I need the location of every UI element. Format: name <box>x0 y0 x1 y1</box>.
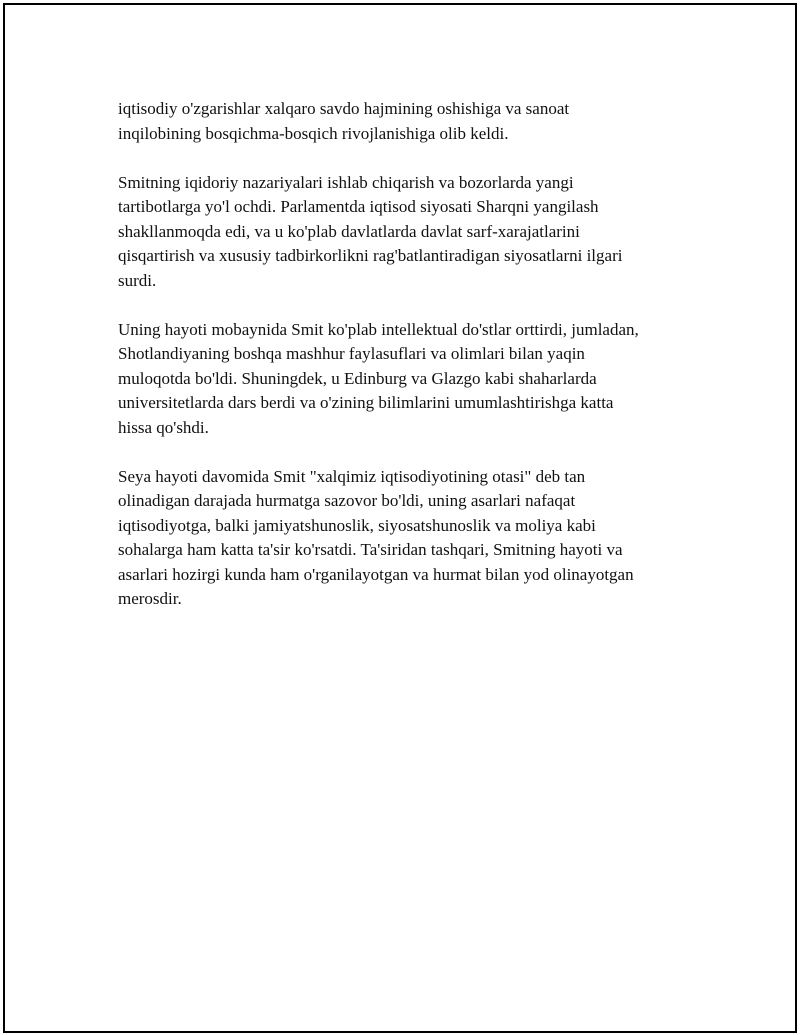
text-line: asarlari hozirgi kunda ham o'rganilayotgan va hurmat bilan yod olinayotgan <box>118 564 634 584</box>
text-line: universitetlarda dars berdi va o'zining bilimlarini umumlashtirishga katta <box>118 393 614 412</box>
text-line: tartibotlarga yo'l ochdi. Parlamentda iqtisod siyosati Sharqni yangilash <box>118 197 599 216</box>
text-line: surdi. <box>118 270 157 290</box>
text-line: iqtisodiyotga, balki jamiyatshunoslik, siyosatshunoslik va moliya kabi <box>118 515 596 535</box>
text-line: shakllanmoqda edi, va u ko'plab davlatlarda davlat sarf-xarajatlarini <box>118 221 580 241</box>
text-line: iqtisodiy o'zgarishlar xalqaro savdo hajmining oshishiga va sanoat <box>118 99 570 118</box>
text-line: olinadigan darajada hurmatga sazovor bo'ldi, uning asarlari nafaqat <box>118 491 576 510</box>
text-line: Shotlandiyaning boshqa mashhur faylasuflari va olimlari bilan yaqin <box>118 344 585 363</box>
text-line: inqilobining bosqichma-bosqich rivojlanishiga olib keldi. <box>118 123 509 143</box>
text-line: muloqotda bo'ldi. Shuningdek, u Edinburg va Glazgo kabi shaharlarda <box>118 368 597 388</box>
text-line: hissa qo'shdi. <box>118 417 209 437</box>
text-line: sohalarga ham katta ta'sir ko'rsatdi. Ta'siridan tashqari, Smitning hayoti va <box>118 540 623 559</box>
text-line: Uning hayoti mobaynida Smit ko'plab intellektual do'stlar orttirdi, jumladan, <box>118 319 639 339</box>
paragraph-2 <box>118 171 698 294</box>
document-page <box>3 3 797 1033</box>
text-line: Smitning iqidoriy nazariyalari ishlab chiqarish va bozorlarda yangi <box>118 172 574 192</box>
paragraph-1 <box>118 97 698 146</box>
text-line: merosdir. <box>118 589 182 608</box>
paragraph-3 <box>118 318 698 441</box>
paragraph-4 <box>118 465 698 612</box>
text-line: Seya hayoti davomida Smit "xalqimiz iqtisodiyotining otasi" deb tan <box>118 466 586 486</box>
document-body <box>118 97 698 636</box>
text-line: qisqartirish va xususiy tadbirkorlikni rag'batlantiradigan siyosatlarni ilgari <box>118 246 623 265</box>
